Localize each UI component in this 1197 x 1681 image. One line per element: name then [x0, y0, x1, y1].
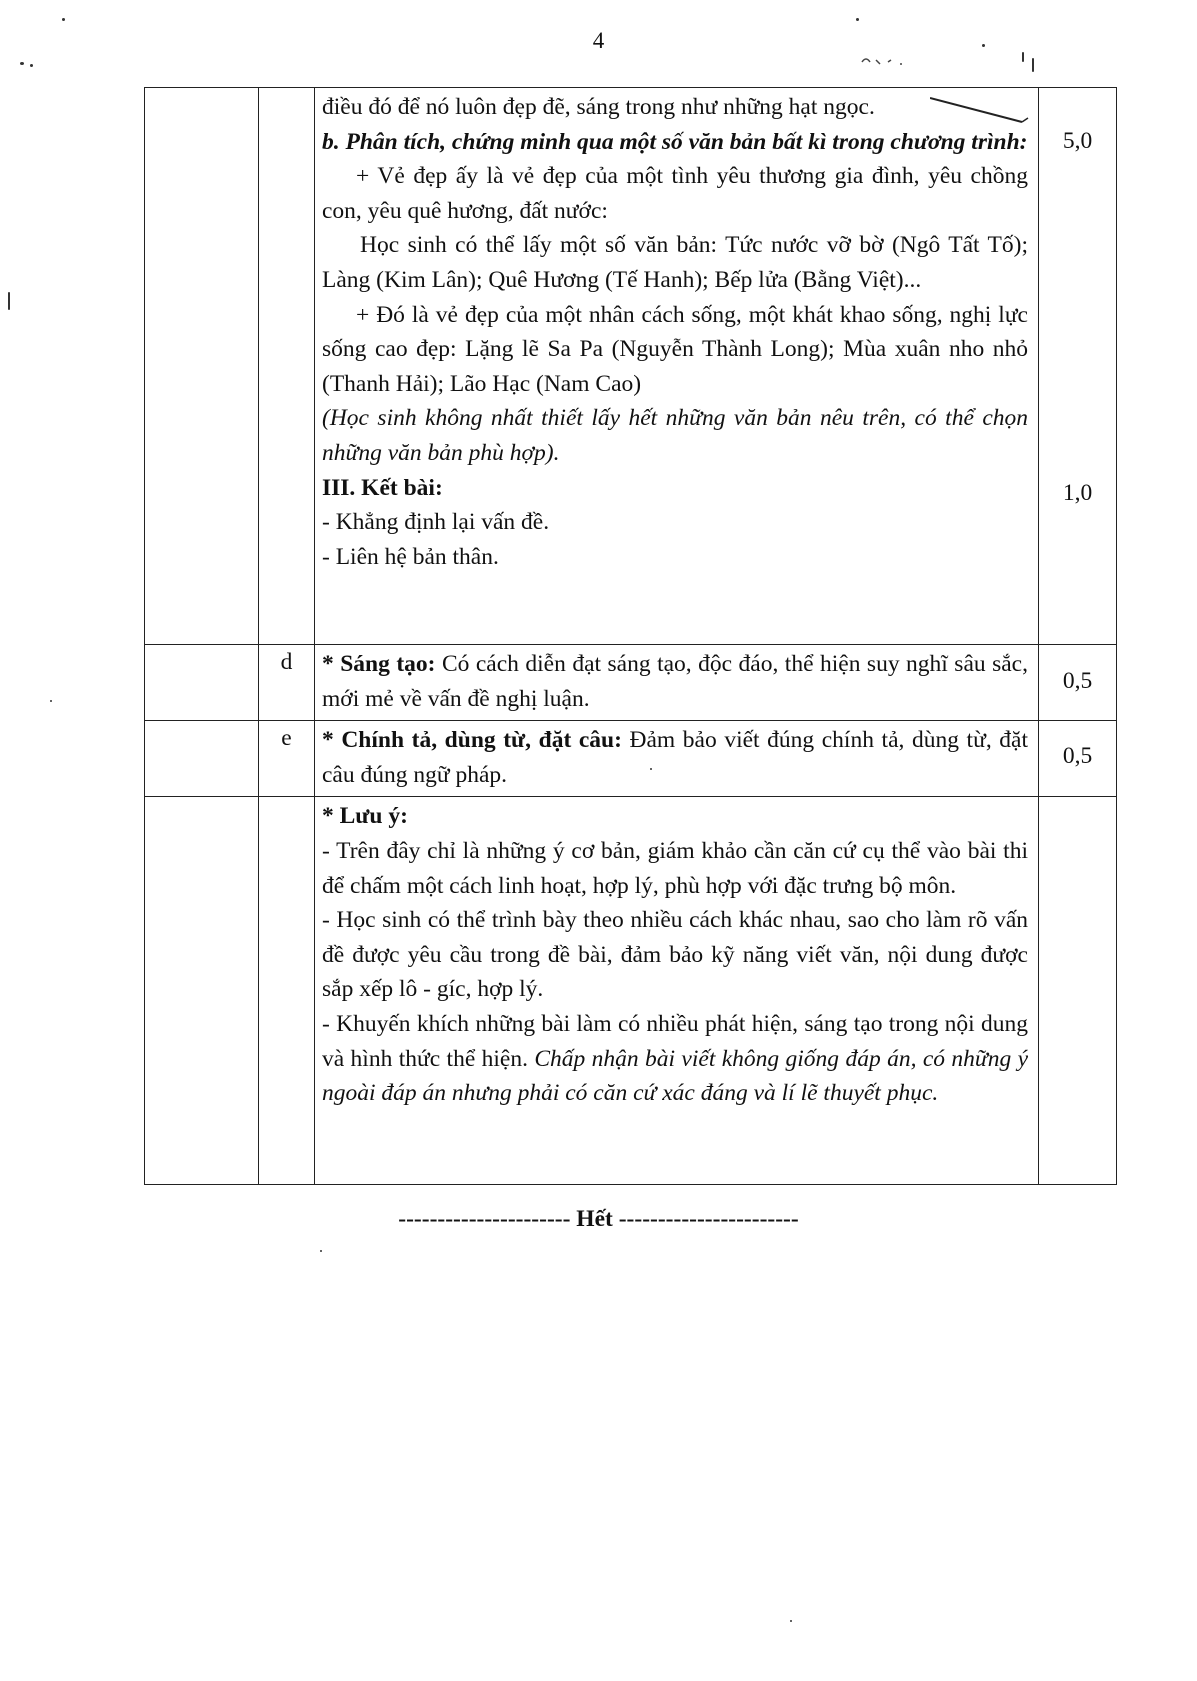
content-cell: [315, 721, 1039, 797]
label-cell: [259, 797, 315, 1185]
section-cell: [145, 797, 259, 1185]
score-value: 1,0: [1062, 480, 1093, 506]
label-cell: [259, 88, 315, 645]
label-cell: e: [259, 721, 315, 797]
table-row-d: [145, 645, 1117, 721]
paragraph-character: + Đó là vẻ đẹp của một nhân cách sống, một khát khao sống, nghị lực sống cao đẹp: Lặng lẽ Sa Pa (Nguyễn Thành Long); Mùa xuân nho nhỏ (Thanh Hải); Lão Hạc (Nam Cao): [322, 301, 1028, 397]
note-heading: * Lưu ý:: [322, 803, 408, 830]
score-cell: [1039, 797, 1117, 1185]
table-row-note: [145, 797, 1117, 1185]
note-item-italic: Chấp nhận bài viết không giống đáp án, có những ý ngoài đáp án nhưng phải có căn cứ xác đáng và lí lẽ thuyết phục.: [322, 1045, 1028, 1107]
score-value: 5,0: [1062, 128, 1093, 154]
section-cell: [145, 645, 259, 721]
creativity-label: * Sáng tạo:: [322, 651, 436, 677]
spelling-text: Đảm bảo viết đúng chính tả, dùng từ, đặt câu đúng ngữ pháp.: [322, 727, 1028, 788]
page-number: 4: [592, 28, 605, 53]
note-item: - Trên đây chỉ là những ý cơ bản, giám khảo cần căn cứ cụ thể vào bài thi để chấm một cách linh hoạt, hợp lý, phù hợp với đặc trưng bộ môn.: [322, 837, 1028, 899]
end-marker: ---------------------- Hết -----------------------: [398, 1206, 799, 1232]
score-cell: [1039, 721, 1117, 797]
content-cell: [315, 645, 1039, 721]
pen-scribble: [860, 40, 940, 75]
paragraph-family-love: + Vẻ đẹp ấy là vẻ đẹp của một tình yêu thương gia đình, yêu chồng con, yêu quê hương, đất nước:: [322, 163, 1028, 224]
conclusion-item: - Liên hệ bản thân.: [322, 543, 499, 570]
score-value: 0,5: [1062, 667, 1093, 694]
creativity-text: Có cách diễn đạt sáng tạo, độc đáo, thể hiện suy nghĩ sâu sắc, mới mẻ về vấn đề nghị luận.: [322, 651, 1028, 712]
note-item: [322, 1007, 1028, 1111]
conclusion-heading: III. Kết bài:: [322, 474, 443, 501]
continuation-line: điều đó để nó luôn đẹp đẽ, sáng trong như những hạt ngọc.: [322, 94, 875, 120]
note-item-plain: - Khuyến khích những bài làm có nhiều phát hiện, sáng tạo trong nội dung và hình thức thể hiện.: [322, 1010, 1028, 1072]
content-cell: [315, 88, 1039, 645]
score-cell: [1039, 645, 1117, 721]
grading-table: [144, 87, 1117, 1185]
note-item: - Học sinh có thể trình bày theo nhiều cách khác nhau, sao cho làm rõ vấn đề được yêu cầu trong đề bài, đảm bảo kỹ năng viết văn, nội dung được sắp xếp lô - gíc, hợp lý.: [322, 907, 1028, 1003]
heading-b: b. Phân tích, chứng minh qua một số văn bản bất kì trong chương trình:: [322, 128, 1028, 155]
content-cell: [315, 797, 1039, 1185]
section-cell: [145, 88, 259, 645]
conclusion-item: - Khẳng định lại vấn đề.: [322, 509, 550, 536]
note-italic: (Học sinh không nhất thiết lấy hết những văn bản nêu trên, có thể chọn những văn bản phù hợp).: [322, 405, 1028, 466]
paragraph-texts-1: Học sinh có thể lấy một số văn bản: Tức nước vỡ bờ (Ngô Tất Tố); Làng (Kim Lân); Quê Hương (Tế Hanh); Bếp lửa (Bằng Việt)...: [322, 232, 1028, 293]
score-value: 0,5: [1062, 742, 1093, 769]
score-cell: [1039, 88, 1117, 645]
section-cell: [145, 721, 259, 797]
spelling-label: * Chính tả, dùng từ, đặt câu:: [322, 727, 622, 754]
table-row-e: [145, 721, 1117, 797]
label-cell: d: [259, 645, 315, 721]
table-row: [145, 88, 1117, 645]
